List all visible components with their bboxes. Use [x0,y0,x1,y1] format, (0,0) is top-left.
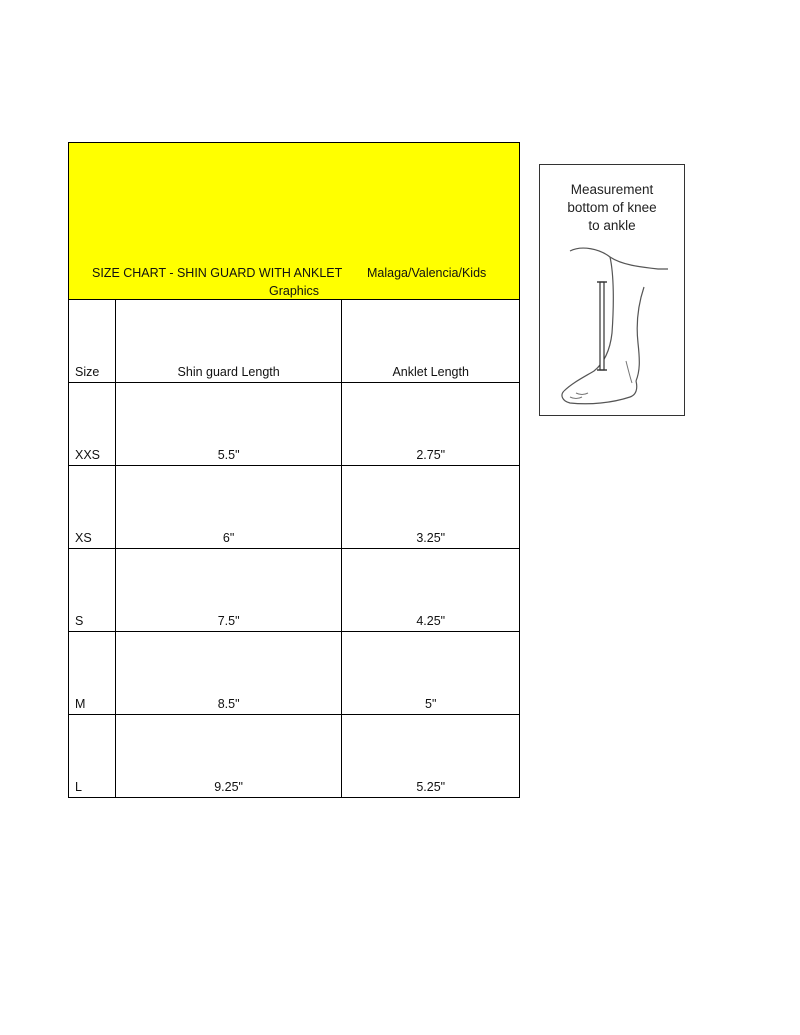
table-row [69,466,520,549]
anklet-length-cell: 3.25" [342,466,520,549]
anklet-length-cell: 5.25" [342,715,520,798]
column-header-size: Size [69,300,116,383]
size-cell: L [69,715,116,798]
size-chart-table [68,142,520,798]
table-row [69,715,520,798]
shin-length-cell: 5.5" [115,383,342,466]
size-cell: M [69,632,116,715]
column-header-shin: Shin guard Length [115,300,342,383]
measurement-illustration-box [539,164,685,416]
header-row [69,143,520,300]
measurement-caption-line2: bottom of knee [567,200,657,215]
measurement-caption-line1: Measurement [570,182,654,197]
anklet-length-cell: 5" [342,632,520,715]
chart-header [69,143,520,300]
column-header-row [69,300,520,383]
size-cell: XS [69,466,116,549]
size-cell: XXS [69,383,116,466]
leg-measurement-icon [540,165,686,417]
table-row [69,549,520,632]
shin-length-cell: 7.5" [115,549,342,632]
chart-models: Malaga/Valencia/Kids [367,266,487,280]
chart-title-graphics: Graphics [269,284,320,298]
measurement-caption-line3: to ankle [588,218,636,233]
chart-title: SIZE CHART - SHIN GUARD WITH ANKLET [92,266,343,280]
anklet-length-cell: 2.75" [342,383,520,466]
size-cell: S [69,549,116,632]
table-row [69,632,520,715]
shin-length-cell: 9.25" [115,715,342,798]
table-row [69,383,520,466]
anklet-length-cell: 4.25" [342,549,520,632]
shin-length-cell: 6" [115,466,342,549]
column-header-anklet: Anklet Length [342,300,520,383]
shin-length-cell: 8.5" [115,632,342,715]
